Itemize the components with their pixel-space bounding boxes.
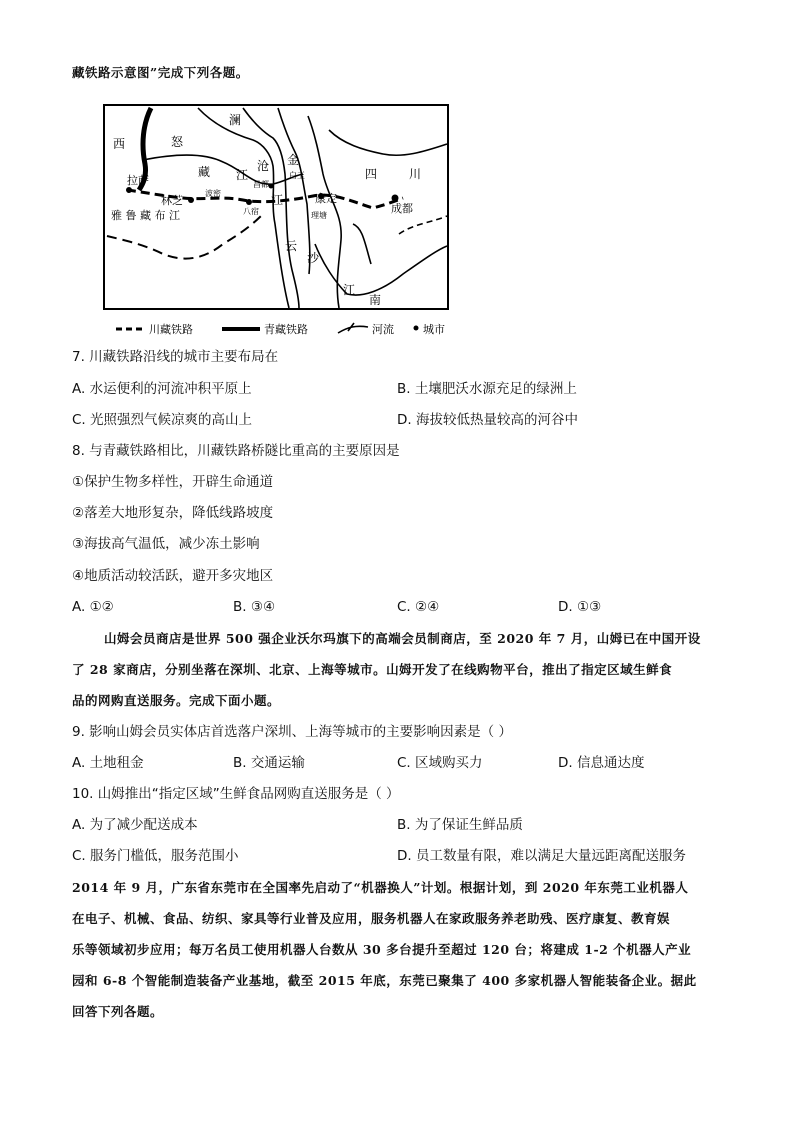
map-label-litang: 理塘 (311, 211, 327, 220)
q9-option-c[interactable]: C. 区域购买力 (397, 755, 483, 771)
q10-option-d[interactable]: D. 员工数量有限，难以满足大量远距离配送服务 (397, 848, 686, 864)
q7-option-b[interactable]: B. 土壤肥沃水源充足的绿洲上 (397, 381, 577, 397)
q10-stem: 10. 山姆推出“指定区域”生鲜食品网购直送服务是（ ） (72, 786, 400, 802)
q7-option-c[interactable]: C. 光照强烈气候凉爽的高山上 (72, 412, 253, 428)
map-label-basu: 八宿 (243, 207, 259, 216)
legend-chuanzang: 川藏铁路 (149, 323, 193, 336)
map-label-chengdu: 成都 (391, 202, 413, 215)
q10-option-c[interactable]: C. 服务门槛低，服务范围小 (72, 848, 239, 864)
map-label-jin: 金 (287, 153, 300, 167)
legend-city: 城市 (423, 323, 445, 336)
passage1-line2: 了 28 家商店，分别坐落在深圳、北京、上海等城市。山姆开发了在线购物平台，推出了指定区域生鲜食 (72, 662, 673, 677)
q7-option-a[interactable]: A. 水运便利的河流冲积平原上 (72, 381, 252, 397)
q8-option-c[interactable]: C. ②④ (397, 599, 440, 615)
q7-option-d[interactable]: D. 海拔较低热量较高的河谷中 (397, 412, 578, 428)
passage2-line1: 2014 年 9 月，广东省东莞市在全国率先启动了“机器换人”计划。根据计划，到 2020 年东莞工业机器人 (72, 880, 689, 895)
map-label-yarlung: 雅 鲁 藏 布 江 (111, 209, 180, 222)
map-label-yun: 云 (285, 239, 298, 253)
legend-river: 河流 (372, 323, 394, 336)
passage2-line2: 在电子、机械、食品、纺织、家具等行业普及应用，服务机器人在家政服务养老助残、医疗康复、教育娱 (72, 911, 671, 926)
q9-stem: 9. 影响山姆会员实体店首选落户深圳、上海等城市的主要影响因素是（ ） (72, 724, 512, 740)
intro-line: 藏铁路示意图”完成下列各题。 (72, 65, 249, 80)
map-label-lan: 澜 (229, 113, 242, 127)
passage2-line4: 园和 6-8 个智能制造装备产业基地，截至 2015 年底，东莞已聚集了 400 多家机器人智能装备企业。据此 (72, 973, 697, 988)
map-label-bomi: 波密 (205, 189, 221, 198)
map-label-jiang1: 江 (236, 168, 249, 182)
map-label-jiang3: 江 (343, 283, 356, 297)
map-label-jiang2: 江 (271, 193, 284, 207)
map-legend (116, 319, 456, 339)
q8-stem: 8. 与青藏铁路相比，川藏铁路桥隧比重高的主要原因是 (72, 443, 400, 459)
map-label-zang: 藏 (198, 165, 211, 179)
map-label-cang: 沧 (257, 159, 270, 173)
map-label-baiyu: 白玉 (289, 171, 305, 180)
q9-option-d[interactable]: D. 信息通达度 (558, 755, 645, 771)
map-label-lasa: 拉萨 (127, 174, 149, 187)
map-label-sichuan-chuan: 川 (409, 167, 422, 181)
q8-option-a[interactable]: A. ①② (72, 599, 114, 615)
map-label-linzhi: 林芝 (161, 194, 183, 207)
q8-statement-2: ②落差大地形复杂，降低线路坡度 (72, 505, 274, 521)
q9-option-a[interactable]: A. 土地租金 (72, 755, 144, 771)
q10-option-b[interactable]: B. 为了保证生鲜品质 (397, 817, 523, 833)
map-label-sha: 沙 (307, 251, 320, 265)
q9-option-b[interactable]: B. 交通运输 (233, 755, 305, 771)
q8-option-d[interactable]: D. ①③ (558, 599, 602, 615)
map-label-nan: 南 (369, 293, 382, 307)
map-label-kangding: 康定 (315, 192, 337, 205)
passage1-line3: 品的网购直送服务。完成下面小题。 (72, 693, 281, 708)
q8-statement-1: ①保护生物多样性，开辟生命通道 (72, 474, 274, 490)
map-label-xi: 西 (113, 137, 126, 151)
passage1-line1: 山姆会员商店是世界 500 强企业沃尔玛旗下的高端会员制商店，至 2020 年 7 月，山姆已在中国开设 (104, 631, 701, 646)
legend-qingzang: 青藏铁路 (264, 323, 308, 336)
q10-option-a[interactable]: A. 为了减少配送成本 (72, 817, 198, 833)
map-label-changdu: 昌都 (253, 180, 269, 189)
map-label-sichuan-si: 四 (365, 167, 378, 181)
passage2-line3: 乐等领域初步应用；每万名员工使用机器人台数从 30 多台提升至超过 120 台；将建成 1-2 个机器人产业 (72, 942, 692, 957)
passage2-line5: 回答下列各题。 (72, 1004, 164, 1019)
map-label-nu: 怒 (171, 135, 184, 149)
railway-map (103, 104, 449, 310)
q7-stem: 7. 川藏铁路沿线的城市主要布局在 (72, 349, 279, 365)
q8-option-b[interactable]: B. ③④ (233, 599, 276, 615)
q8-statement-3: ③海拔高气温低，减少冻土影响 (72, 536, 260, 552)
q8-statement-4: ④地质活动较活跃，避开多灾地区 (72, 568, 274, 584)
